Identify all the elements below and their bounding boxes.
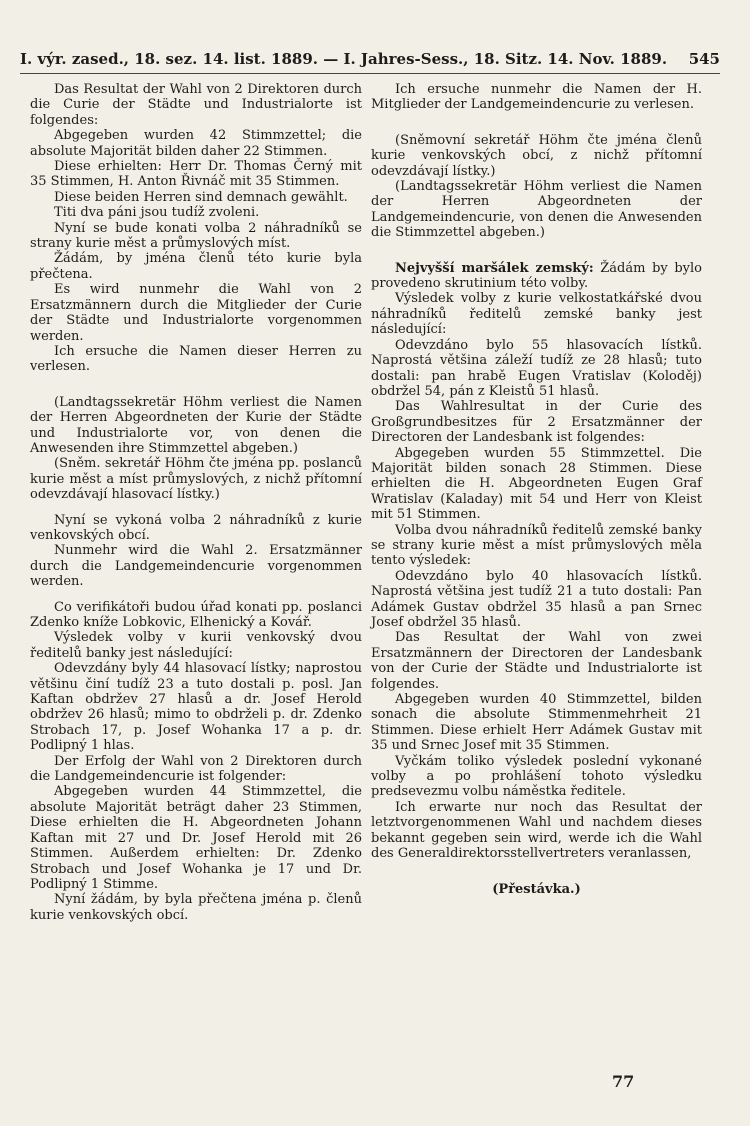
paragraph: Volba dvou náhradníků ředitelů zemské banky se strany kurie měst a míst průmyslových měla tento výsledek: xyxy=(371,522,702,569)
recess-note: (Přestávka.) xyxy=(492,881,581,897)
paragraph: Es wird nunmehr die Wahl von 2 Ersatzmännern durch die Mitglieder der Curie der Städte und Industrialorte vorgenommen werden. xyxy=(30,282,362,344)
speech-paragraph xyxy=(371,261,702,292)
right-column xyxy=(371,82,702,897)
paragraph: Nyní žádám, by byla přečtena jména p. členů kurie venkovských obcí. xyxy=(30,892,362,923)
paragraph: Diese beiden Herren sind demnach gewählt. xyxy=(54,189,348,205)
paragraph: Vyčkám toliko výsledek poslední vykonané volby a po prohlášení tohoto výsledku predsevezmu volbu náměstka ředitele. xyxy=(371,753,702,800)
paragraph: Nyní se bude konati volba 2 náhradníků se strany kurie měst a průmyslových míst. xyxy=(30,220,362,252)
paragraph: Ich ersuche nunmehr die Namen der H. Mitglieder der Landgemeindencurie zu verlesen. xyxy=(371,82,702,113)
paragraph: Abgegeben wurden 42 Stimmzettel; die absolute Majorität bilden daher 22 Stimmen. xyxy=(30,128,362,159)
paragraph: Odevzdány byly 44 hlasovací lístky; naprostou většinu činí tudíž 23 a tuto dostali p. posl. Jan Kaftan obdržev 27 hlasů a dr. Josef Herold obdržev 26 hlasů; mimo to obdrželi p. dr. Zdenko Strobach 17, p. Josef Wohanka 17 a p. dr. Podlipný 1 hlas. xyxy=(30,661,362,754)
header-session-info: I. výr. zased., 18. sez. 14. list. 1889. — I. Jahres-Sess., 18. Sitz. 14. Nov. 1889. xyxy=(20,50,668,68)
paragraph: Žádám, by jména členů této kurie byla přečtena. xyxy=(30,251,362,282)
paragraph: Ich erwarte nur noch das Resultat der letztvorgenommenen Wahl und nachdem dieses bekannt gegeben sein wird, werde ich die Wahl des Generaldirektorsstellvertreters veranlassen, xyxy=(371,799,702,862)
paragraph: Nyní se vykoná volba 2 náhradníků z kurie venkovských obcí. xyxy=(30,512,362,543)
paragraph: (Landtagssekretär Höhm verliest die Namen der Herren Abgeordneten der Kurie der Städte und Industrialorte vor, von denen die Anwesenden ihre Stimmzettel abgeben.) xyxy=(30,394,362,456)
speech-text: Žádám by bylo provedeno skrutinium této volby. xyxy=(371,260,702,292)
paragraph: Abgegeben wurden 55 Stimmzettel. Die Majorität bilden sonach 28 Stimmen. Diese erhielten die H. Abgeordneten Eugen Graf Wratislav (Kaladay) mit 54 und Herr von Kleist mit 51 Stimmen. xyxy=(371,445,702,523)
header-rule xyxy=(20,73,720,74)
page-number: 545 xyxy=(688,50,720,68)
paragraph: Diese erhielten: Herr Dr. Thomas Černý mit 35 Stimmen, H. Anton Řivnáč mit 35 Stimmen. xyxy=(30,159,362,190)
running-header xyxy=(20,50,720,70)
left-column xyxy=(30,82,362,923)
paragraph: Co verifikátoři budou úřad konati pp. poslanci Zdenko kníže Lobkovic, Elhenický a Kovář. xyxy=(30,599,362,630)
speaker-label: Nejvyšší maršálek zemský: xyxy=(395,260,594,276)
paragraph: Das Resultat der Wahl von zwei Ersatzmännern der Directoren der Landesbank von der Curie der Städte und Industrialorte ist folgendes. xyxy=(371,630,702,692)
folio-number: 77 xyxy=(612,1072,635,1091)
paragraph: Odevzdáno bylo 40 hlasovacích lístků. Naprostá většina jest tudíž 21 a tuto dostali: Pan Adámek Gustav obdržel 35 hlasů a pan Srnec Josef obdržel 35 hlasů. xyxy=(371,568,702,630)
paragraph: Nunmehr wird die Wahl 2. Ersatzmänner durch die Landgemeindencurie vorgenommen werden. xyxy=(30,543,362,590)
paragraph: Das Wahlresultat in der Curie des Großgrundbesitzes für 2 Ersatzmänner der Directoren der Landesbank ist folgendes: xyxy=(371,399,702,446)
paragraph: Ich ersuche die Namen dieser Herren zu verlesen. xyxy=(30,343,362,375)
paragraph: (Landtagssekretär Höhm verliest die Namen der Herren Abgeordneten der Landgemeindencurie, von denen die Anwesenden die Stimmzettel abgeben.) xyxy=(371,179,702,241)
paragraph: Abgegeben wurden 40 Stimmzettel, bilden sonach die absolute Stimmenmehrheit 21 Stimmen. Diese erhielt Herr Adámek Gustav mit 35 und Srnec Josef mit 35 Stimmen. xyxy=(371,692,702,754)
paragraph: Výsledek volby z kurie velkostatkářské dvou náhradníků ředitelů zemské banky jest následující: xyxy=(371,291,702,338)
paragraph: Das Resultat der Wahl von 2 Direktoren durch die Curie der Städte und Industrialorte ist folgendes: xyxy=(30,82,362,128)
paragraph: Abgegeben wurden 44 Stimmzettel, die absolute Majorität beträgt daher 23 Stimmen, Diese erhielten die H. Abgeordneten Johann Kaftan mit 27 und Dr. Josef Herold mit 26 Stimmen. Außerdem erhielten: Dr. Zdenko Strobach und Josef Wohanka je 17 und Dr. Podlipný 1 Stimme. xyxy=(30,784,362,892)
paragraph: (Sněmovní sekretář Höhm čte jména členů kurie venkovských obcí, z nichž přítomní odevzdávají lístky.) xyxy=(371,132,702,179)
paragraph: Výsledek volby v kurii venkovský dvou ředitelů banky jest následující: xyxy=(30,630,362,661)
paragraph: Titi dva páni jsou tudíž zvoleni. xyxy=(54,205,260,221)
paragraph: Odevzdáno bylo 55 hlasovacích lístků. Naprostá většina záleží tudíž ze 28 hlasů; tuto dostali: pan hrabě Eugen Vratislav (Koloděj) obdržel 54, pán z Kleistů 51 hlasů. xyxy=(371,337,702,399)
paragraph: Der Erfolg der Wahl von 2 Direktoren durch die Landgemeindencurie ist folgender: xyxy=(30,753,362,785)
paragraph: (Sněm. sekretář Höhm čte jména pp. poslanců kurie měst a míst průmyslových, z nichž přítomní odevzdávají hlasovací lístky.) xyxy=(30,456,362,503)
